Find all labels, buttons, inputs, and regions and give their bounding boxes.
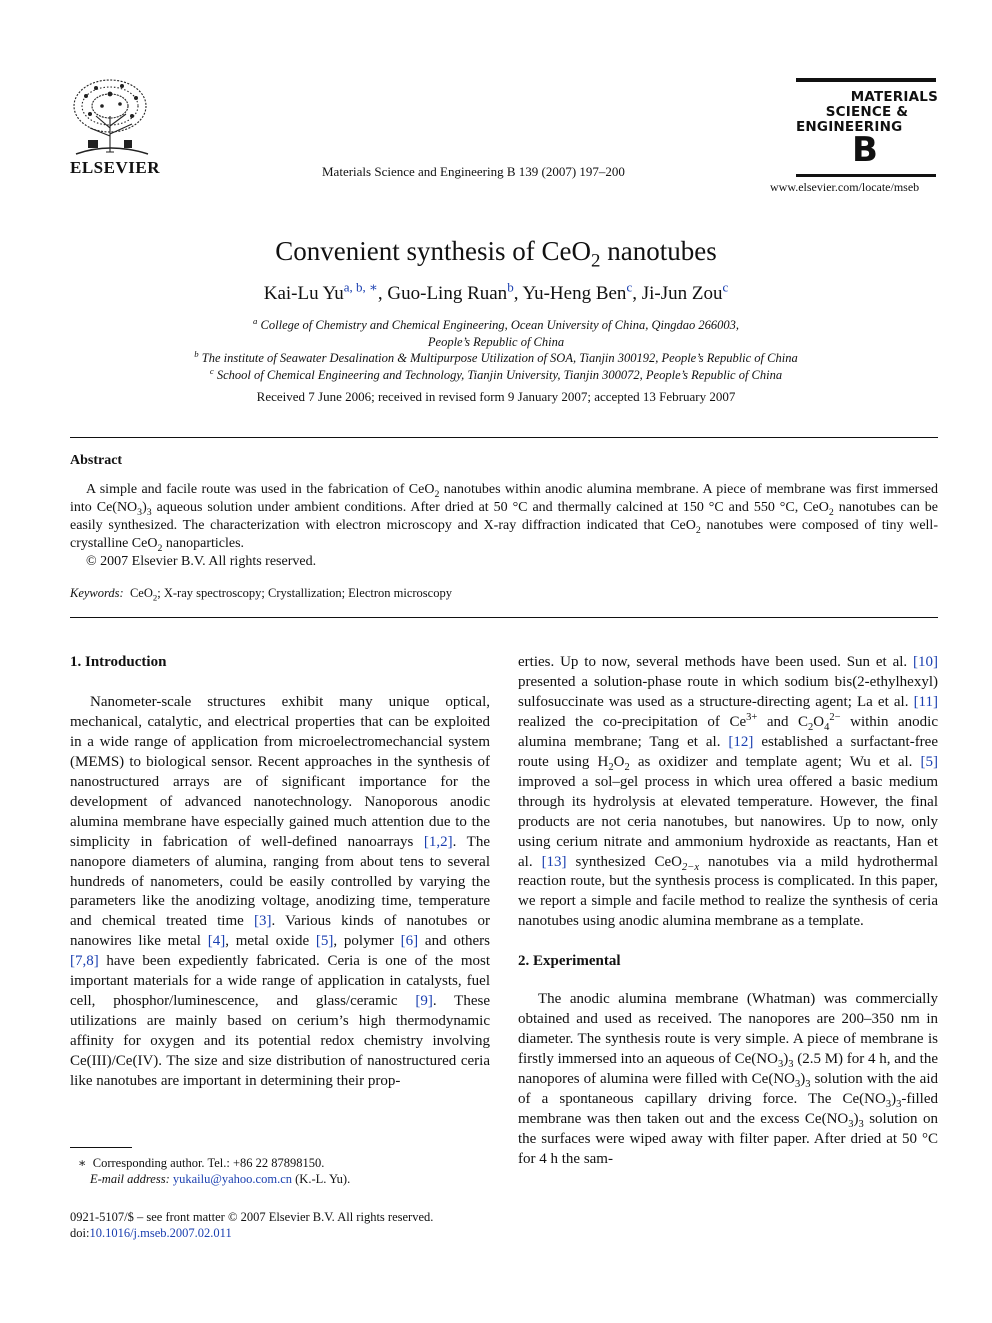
abstract-heading: Abstract <box>70 453 123 468</box>
doi-line: doi:10.1016/j.mseb.2007.02.011 <box>70 1226 232 1240</box>
received-dates: Received 7 June 2006; received in revised form 9 January 2007; accepted 13 February 2007 <box>256 389 736 404</box>
footnote-star: ∗ <box>78 1156 87 1170</box>
footnote-divider <box>70 1147 132 1148</box>
author-name: Kai-Lu Yu <box>263 283 344 304</box>
right-column <box>518 653 938 1170</box>
citation-link[interactable]: [5] <box>920 753 938 770</box>
paper-title <box>0 236 992 272</box>
affiliation-a <box>0 315 992 333</box>
affiliation-mark: b <box>194 348 199 359</box>
affiliation-c <box>0 365 992 383</box>
affiliation-text: College of Chemistry and Chemical Engineering, Ocean University of China, Qingdao 266003, <box>260 318 739 332</box>
divider <box>70 617 938 618</box>
publisher-name: ELSEVIER <box>70 158 160 177</box>
title-text: Convenient synthesis of CeO <box>275 236 592 266</box>
affiliation-a-continued: People’s Republic of China <box>427 335 565 349</box>
experimental-paragraph: The anodic alumina membrane (Whatman) was commercially obtained and used as received. The nanopores are 200–350 nm in diameter. The synthesis route is very simple. A piece of membrane is firstly immersed into an aqueous of $Ce(NO_3)_3$ (2.5 M) for 4 h, and the nanopores of alumina were filled with $Ce(NO_3)_3$ solution with the aid of a spontaneous capillary driving force. The $Ce(NO_3)_3$-filled membrane was then taken out and the excess $Ce(NO_3)_3$ solution on the surfaces were wiped away with filter paper. After dried at 50 °C for 4 h the sam- <box>518 991 939 1167</box>
doi-link[interactable]: 10.1016/j.mseb.2007.02.011 <box>89 1226 232 1240</box>
author-name: Guo-Ling Ruan <box>387 283 508 304</box>
abstract-body <box>70 481 938 571</box>
journal-logo-line: ENGINEERING <box>796 119 903 135</box>
left-column <box>70 653 490 1092</box>
introduction-paragraph: Nanometer-scale structures exhibit many unique optical, mechanical, catalytic, and electrical properties that can be exploited in a wide range of application from microelectromechancial system (MEMS) to biological sensor. Recent approaches in the synthesis of nanostructured arrays are of significant importance for the development of advanced nanotechnology. Nanoporous anodic alumina membrane have especially gained much attention due to the simplicity in fabrication of well-defined nanoarrays [1,2]. The nanopore diameters of alumina, ranging from about tens to several hundreds of nanometers, could be easily controlled by varying the parameters like the anodizing voltage, anodizing time, temperature and chemical treated time [3]. Various kinds of nanotubes or nanowires like metal [4], metal oxide [5], polymer [6] and others [7,8] have been expediently fabricated. Ceria is one of the most important materials for a wide range of application in catalysts, fuel cell, phosphor/luminescence, and glass/ceramic [9]. These utilizations are mainly based on cerium’s high thermodynamic affinity for oxygen and its potential redox chemistry involving Ce(III)/Ce(IV). The size and size distribution of nanostructured ceria like nanotubes are important in determining their prop- <box>70 693 491 1090</box>
author-name: Yu-Heng Ben <box>522 283 627 304</box>
section-heading-experimental: 2. Experimental <box>518 953 621 970</box>
journal-url[interactable]: www.elsevier.com/locate/mseb <box>770 180 920 194</box>
citation-link[interactable]: [5] <box>315 933 334 950</box>
affiliation-b <box>0 348 992 366</box>
front-matter <box>70 1209 433 1241</box>
citation-link[interactable]: [12] <box>728 733 754 750</box>
affiliation-mark: c <box>209 365 214 376</box>
issn-line: 0921-5107/$ – see front matter © 2007 Elsevier B.V. All rights reserved. <box>70 1210 434 1224</box>
journal-logo-letter: B <box>852 130 878 170</box>
affiliation-mark: a <box>253 315 258 326</box>
citation-link[interactable]: [1,2] <box>423 833 453 850</box>
abstract-copyright: © 2007 Elsevier B.V. All rights reserved. <box>86 554 317 569</box>
section-heading-introduction: 1. Introduction <box>70 654 167 670</box>
author-affiliation-link[interactable]: b <box>507 279 514 295</box>
journal-citation: Materials Science and Engineering B 139 (2007) 197–200 <box>322 164 625 179</box>
citation-link[interactable]: [10] <box>913 654 938 670</box>
journal-logo-wordmark <box>796 90 938 135</box>
author-name: Ji-Jun Zou <box>641 283 723 304</box>
citation-link[interactable]: [6] <box>400 933 419 950</box>
journal-logo-line: SCIENCE & <box>825 104 909 120</box>
citation-link[interactable]: [11] <box>913 693 938 710</box>
author-affiliation-link[interactable]: c <box>722 279 729 295</box>
journal-logo-line: MATERIALS <box>850 89 938 105</box>
citation-link[interactable]: [4] <box>207 933 226 950</box>
corresponding-author-footnote: ∗ Corresponding author. Tel.: +86 22 87898150. E-mail address: yukailu@yahoo.com.cn (K.-L. Yu). <box>78 1156 351 1186</box>
abstract-text: A simple and facile route was used in the fabrication of CeO$_2$ nanotubes within anodic alumina membrane. A piece of membrane was first immersed into $Ce(NO_3)_3$ aqueous solution under ambient conditions. After dried at 50 °C and thermally calcined at 150 °C and 550 °C, CeO$_2$ nanotubes can be easily synthesized. The characterization with electron microscopy and X-ray diffraction indicated that CeO$_2$ nanotubes were composed of tiny well-crystalline CeO$_2$ nanoparticles. <box>70 482 939 554</box>
keywords-label: Keywords: <box>70 586 124 600</box>
divider <box>70 437 938 438</box>
email-link[interactable]: yukailu@yahoo.com.cn <box>172 1172 292 1186</box>
introduction-paragraph-continued: erties. Up to now, several methods have been used. Sun et al. [10] presented a solution-phase route in which sodium bis(2-ethylhexyl) sulfosuccinate was used as a structure-directing agent; La et al. [11] realized the co-precipitation of $Ce^{3+}$ and $C_2O_4^{2-}$ within anodic alumina membrane; Tang et al. [12] established a surfactant-free route using $H_2O_2$ as oxidizer and template agent; Wu et al. [5] improved a sol–gel process in which urea offered a basic medium through its hydrolysis at elevated temperature. However, the final products are not ceria nanotubes, but nanowires. Up to now, only using cerium nitrate and ammonium hydroxide as reactants, Han et al. [13] synthesized CeO$_{2-x}$ nanotubes via a mild hydrothermal reaction route, but the synthesis process is complicated. In this paper, we report a simple and facile method to realize the synthesis of ceria nanotubes using anodic alumina membrane as a template. <box>518 654 938 930</box>
title-subscript: 2 <box>591 250 601 272</box>
author-affiliation-link[interactable]: c <box>626 279 633 295</box>
keywords: Keywords: CeO$_2$; X-ray spectroscopy; Crystallization; Electron microscopy <box>70 586 452 603</box>
affiliation-text: The institute of Seawater Desalination & Multipurpose Utilization of SOA, Tianjin 300192, People’s Republic of China <box>201 351 798 365</box>
citation-link[interactable]: [13] <box>541 853 567 870</box>
journal-logo-rule-top <box>796 78 936 82</box>
journal-logo-rule-bottom <box>796 174 936 177</box>
author-list: Kai-Lu $Yu^{a, b, ∗}$, Guo-Ling Ruan$^b$, Yu-Heng Ben$^c$, Ji-Jun Zou$^c$ <box>263 279 729 304</box>
title-tail: nanotubes <box>600 236 717 266</box>
citation-link[interactable]: [7,8] <box>70 953 99 970</box>
citation-link[interactable]: [3] <box>253 913 272 930</box>
email-label: E-mail address: <box>90 1172 170 1186</box>
affiliation-text: School of Chemical Engineering and Technology, Tianjin University, Tianjin 300072, People’s Republic of China <box>216 368 783 382</box>
citation-link[interactable]: [9] <box>415 993 433 1010</box>
author-affiliation-link[interactable]: a, b, ∗ <box>343 279 378 295</box>
